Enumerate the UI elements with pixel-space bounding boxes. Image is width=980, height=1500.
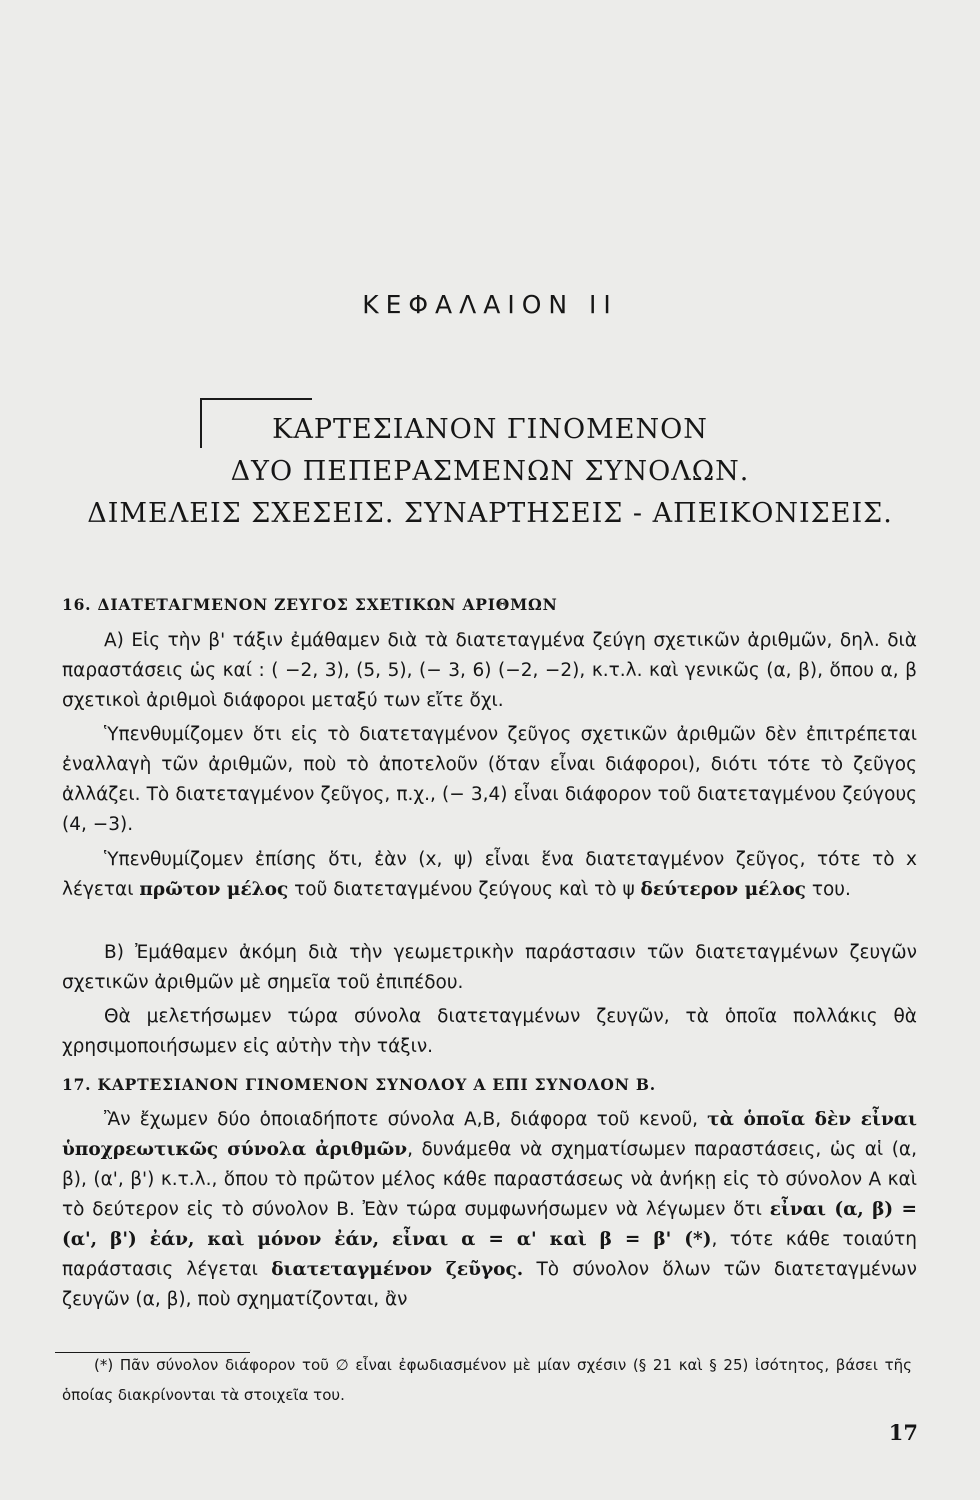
paragraph-text: Β) Ἐμάθαμεν ἀκόμη διὰ τὴν γεωμετρικὴν παράστασιν τῶν διατεταγμένων ζευγῶν σχετικῶν ἀριθμῶν μὲ σημεῖα τοῦ ἐπιπέδου. [62,942,917,993]
title-corner-rule-horizontal [200,398,312,400]
paragraph-text: Τὸ σύνολον ὅλων τῶν διατεταγμένων ζευγῶν (α, β), ποὺ σχηματίζονται, ἂν [62,1259,918,1310]
section-17-heading: 17. ΚΑΡΤΕΣΙΑΝΟΝ ΓΙΝΟΜΕΝΟΝ ΣΥΝΟΛΟΥ Α ΕΠΙ ΣΥΝΟΛΟΝ Β. [62,1075,656,1094]
chapter-title-line-1: ΚΑΡΤΕΣΙΑΝΟΝ ΓΙΝΟΜΕΝΟΝ [272,414,708,445]
term-first-member: πρῶτον μέλος [139,879,289,900]
paragraph-text: Α) Εἰς τὴν β' τάξιν ἐμάθαμεν διὰ τὰ διατεταγμένα ζεύγη σχετικῶν ἀριθμῶν, δηλ. διὰ παραστάσεις ὡς καί : ( −2, 3), (5, 5), (− 3, 6) (−2, −2), κ.τ.λ. καὶ γενικῶς (α, β), ὅπου α, β σχετικοὶ ἀριθμοὶ διάφοροι μεταξύ των εἴτε ὄχι. [62,630,917,711]
paragraph-text: Θὰ μελετήσωμεν τώρα σύνολα διατεταγμένων ζευγῶν, τὰ ὁποῖα πολλάκις θὰ χρησιμοποιήσωμεν εἰς αὐτὴν τὴν τάξιν. [62,1006,917,1057]
paragraph-text: τοῦ διατεταγμένου ζεύγους καὶ τὸ ψ [288,879,641,900]
paragraph-text: , δυνάμεθα νὰ σχηματίσωμεν παραστάσεις, ὡς αἱ (α, β), (α', β') κ.τ.λ., ὅπου τὸ πρῶτον μέλος κάθε παραστάσεως νὰ ἀνήκῃ εἰς τὸ σύνολον Α καὶ τὸ δεύτερον εἰς τὸ σύνολον Β. Ἐὰν τώρα συμφωνήσωμεν νὰ λέγωμεν ὅτι [62,1139,917,1220]
section-16-paragraph-b [62,938,917,998]
section-16-paragraph-next [62,1002,917,1062]
chapter-title-line-2: ΔΥΟ ΠΕΠΕΡΑΣΜΕΝΩΝ ΣΥΝΟΛΩΝ. [230,456,750,487]
section-16-paragraph-reminder [62,720,917,840]
paragraph-text: , τότε κάθε τοιαύτη παράστασις λέγεται [62,1229,918,1280]
section-16-paragraph-members [62,845,917,905]
section-17-paragraph [62,1105,917,1315]
paragraph-text: Ὑπενθυμίζομεν ὅτι εἰς τὸ διατεταγμένον ζεῦγος σχετικῶν ἀριθμῶν δὲν ἐπιτρέπεται ἐναλλαγὴ τῶν ἀριθμῶν, ποὺ τὸ ἀποτελοῦν (ὅταν εἶναι διάφοροι), διότι τότε τὸ ζεῦγος ἀλλάζει. Τὸ διατεταγμένον ζεῦγος, π.χ., (− 3,4) εἶναι διάφορον τοῦ διατεταγμένου ζεύγους (4, −3). [62,724,917,835]
emphasis-equality-definition: εἶναι (α, β) = (α', β') ἐάν, καὶ μόνον ἐάν, εἶναι α = α' καὶ β = β' (*) [62,1199,918,1250]
chapter-label: ΚΕΦΑΛΑΙΟΝ ΙΙ [362,290,618,319]
paragraph-text: Ἂν ἔχωμεν δύο ὁποιαδήποτε σύνολα Α,Β, διάφορα τοῦ κενοῦ, [104,1109,708,1130]
section-16-paragraph-a [62,626,917,716]
emphasis-not-necessarily-numbers: τὰ ὁποῖα δὲν εἶναι ὑποχρεωτικῶς σύνολα ἀριθμῶν [62,1109,917,1160]
paragraph-text: Ὑπενθυμίζομεν ἐπίσης ὅτι, ἐὰν (x, ψ) εἶναι ἕνα διατεταγμένον ζεῦγος, τότε τὸ x λέγεται [62,849,917,900]
footnote-text: (*) Πᾶν σύνολον διάφορον τοῦ ∅ εἶναι ἐφωδιασμένον μὲ μίαν σχέσιν (§ 21 καὶ § 25) ἰσότητος, βάσει τῆς ὁποίας διακρίνονται τὰ στοιχεῖα του. [62,1356,912,1404]
footnote [62,1350,912,1410]
chapter-title-line-3: ΔΙΜΕΛΕΙΣ ΣΧΕΣΕΙΣ. ΣΥΝΑΡΤΗΣΕΙΣ - ΑΠΕΙΚΟΝΙΣΕΙΣ. [87,498,893,529]
page-number: 17 [888,1420,918,1445]
term-ordered-pair: διατεταγμένον ζεῦγος. [271,1259,524,1280]
paragraph-text: του. [805,879,851,900]
term-second-member: δεύτερον μέλος [640,879,806,900]
section-16-heading: 16. ΔΙΑΤΕΤΑΓΜΕΝΟΝ ΖΕΥΓΟΣ ΣΧΕΤΙΚΩΝ ΑΡΙΘΜΩΝ [62,595,558,614]
